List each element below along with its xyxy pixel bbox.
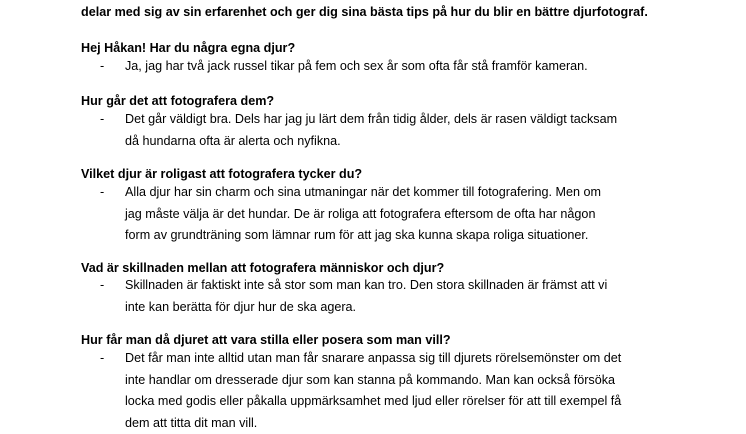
- answer-line: Det får man inte alltid utan man får snarare anpassa sig till djurets rörelsemönster om det: [125, 348, 705, 370]
- answer-line: då hundarna ofta är alerta och nyfikna.: [125, 131, 705, 153]
- answer-line: Alla djur har sin charm och sina utmaningar när det kommer till fotografering. Men om: [125, 182, 705, 204]
- answer-line: locka med godis eller påkalla uppmärksamhet med ljud eller rörelser för att till exempel få: [125, 391, 705, 413]
- question-3: Vilket djur är roligast att fotografera tycker du?: [81, 165, 731, 183]
- question-1: Hej Håkan! Har du några egna djur?: [81, 39, 731, 57]
- intro-paragraph: delar med sig av sin erfarenhet och ger dig sina bästa tips på hur du blir en bättre djurfotograf.: [81, 3, 731, 21]
- question-2: Hur går det att fotografera dem?: [81, 92, 731, 110]
- question-5: Hur får man då djuret att vara stilla eller posera som man vill?: [81, 331, 731, 349]
- answer-line: dem att titta dit man vill.: [125, 413, 705, 434]
- bullet-dash: -: [100, 275, 104, 297]
- answer-line: Det går väldigt bra. Dels har jag ju lärt dem från tidig ålder, dels är rasen väldigt tacksam: [125, 109, 705, 131]
- answer-line: Skillnaden är faktiskt inte så stor som man kan tro. Den stora skillnaden är främst att vi: [125, 275, 705, 297]
- answer-line: form av grundträning som lämnar rum för att jag ska kunna skapa roliga situationer.: [125, 225, 705, 247]
- answer-line: Ja, jag har två jack russel tikar på fem och sex år som ofta får stå framför kameran.: [125, 56, 705, 78]
- question-4: Vad är skillnaden mellan att fotografera människor och djur?: [81, 259, 731, 277]
- bullet-dash: -: [100, 182, 104, 204]
- bullet-dash: -: [100, 348, 104, 370]
- answer-line: inte kan berätta för djur hur de ska agera.: [125, 297, 705, 319]
- answer-line: jag måste välja är det hundar. De är roliga att fotografera eftersom de ofta har någon: [125, 204, 705, 226]
- answer-line: inte handlar om dresserade djur som kan stanna på kommando. Man kan också försöka: [125, 370, 705, 392]
- bullet-dash: -: [100, 56, 104, 78]
- bullet-dash: -: [100, 109, 104, 131]
